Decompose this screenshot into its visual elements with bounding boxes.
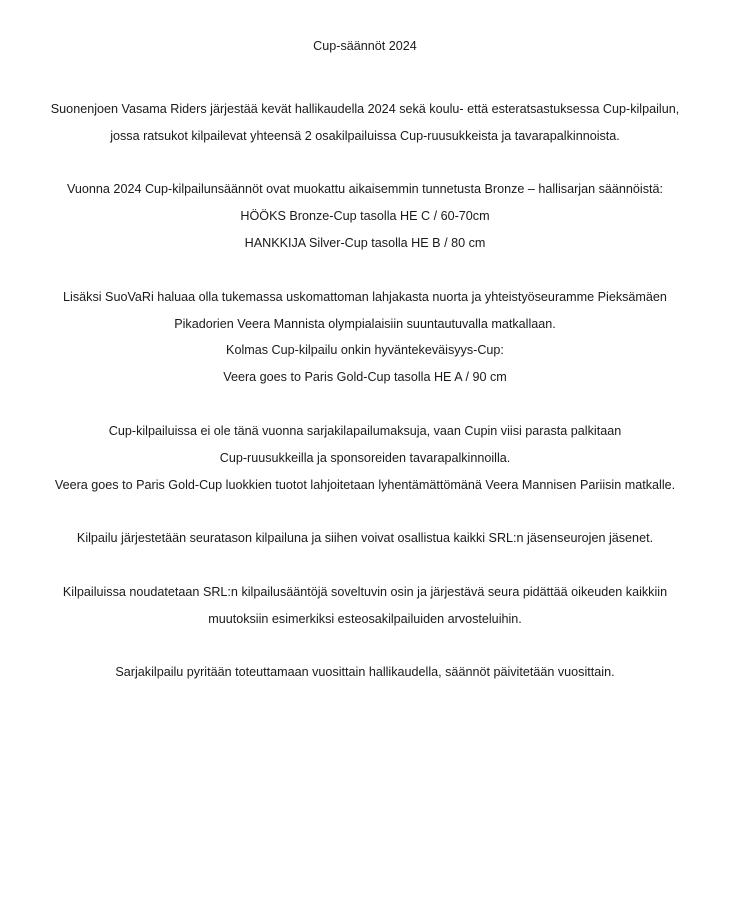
gold-cup-line: Veera goes to Paris Gold-Cup tasolla HE A / 90 cm [223,370,507,384]
charity-line-2: Pikadorien Veera Mannista olympialaisiin suuntautuvalla matkallaan. [174,317,556,331]
document-title: Cup-säännöt 2024 [313,39,417,53]
fees-line-1: Cup-kilpailuissa ei ole tänä vuonna sarjakilapailumaksuja, vaan Cupin viisi parasta palkitaan [108,424,622,438]
intro-line-2: jossa ratsukot kilpailevat yhteensä 2 osakilpailuissa Cup-ruusukkeista ja tavarapalkinnoista. [110,129,620,143]
regulations-line-1: Kilpailuissa noudatetaan SRL:n kilpailusääntöjä soveltuvin osin ja järjestävä seura pidättää oikeuden kaikkiin [62,585,668,599]
silver-cup-line: HANKKIJA Silver-Cup tasolla HE B / 80 cm [244,236,486,250]
charity-line-3: Kolmas Cup-kilpailu onkin hyväntekeväisyys-Cup: [226,343,504,357]
eligibility-line: Kilpailu järjestetään seuratason kilpailuna ja siihen voivat osallistua kaikki SRL:n jäsenseurojen jäsenet. [76,531,654,545]
fees-line-3: Veera goes to Paris Gold-Cup luokkien tuotot lahjoitetaan lyhentämättömänä Veera Mannisen Pariisin matkalle. [54,478,676,492]
closing-line: Sarjakilpailu pyritään toteuttamaan vuosittain hallikaudella, säännöt päivitetään vuosittain. [115,665,615,679]
rules-origin-line-1: Vuonna 2024 Cup-kilpailunsäännöt ovat muokattu aikaisemmin tunnetusta Bronze – hallisarjan säännöistä: [66,182,663,196]
bronze-cup-line: HÖÖKS Bronze-Cup tasolla HE C / 60-70cm [240,209,490,223]
fees-line-2: Cup-ruusukkeilla ja sponsoreiden tavarapalkinnoilla. [219,451,511,465]
regulations-line-2: muutoksiin esimerkiksi esteosakilpailuiden arvosteluihin. [208,612,522,626]
intro-line-1: Suonenjoen Vasama Riders järjestää kevät hallikaudella 2024 sekä koulu- että esteratsastuksessa Cup-kilpailun, [50,102,680,116]
charity-line-1: Lisäksi SuoVaRi haluaa olla tukemassa uskomattoman lahjakasta nuorta ja yhteistyöseuramme Pieksämäen [63,290,667,304]
